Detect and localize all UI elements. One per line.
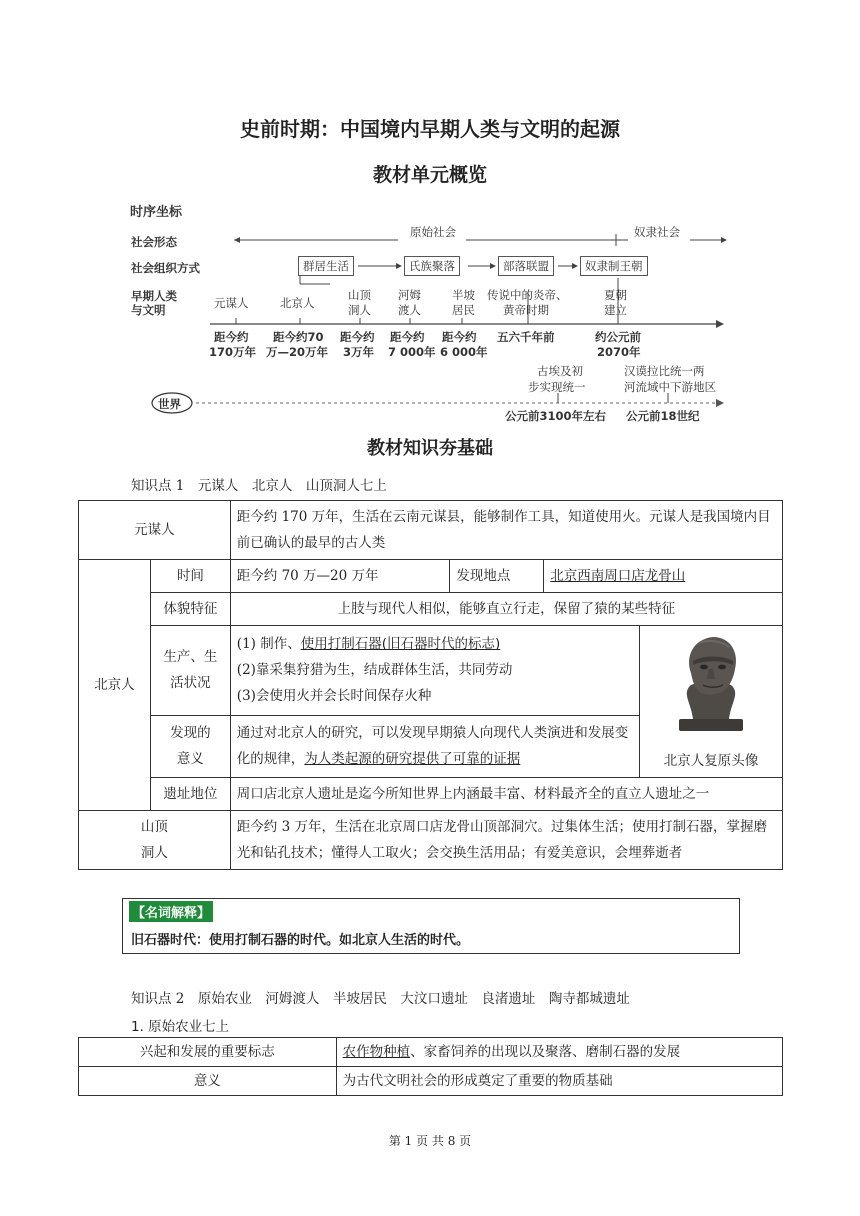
table-row (79, 593, 783, 626)
world-event-hammurabi-b: 河流域中下游地区 (624, 380, 716, 394)
world-event-egypt-a: 古埃及初 (537, 364, 583, 378)
place-value: 北京西南周口店龙骨山 (550, 568, 686, 584)
row-label-humans-b: 与文明 (131, 303, 166, 317)
agri-value-1a: 农作物种植 (342, 1044, 411, 1060)
shanding-label-b: 洞人 (140, 845, 168, 861)
kp1-table (78, 500, 783, 870)
noun-tag: 【名词解释】 (129, 901, 213, 922)
table-row (79, 1067, 783, 1096)
human-yuanmou: 元谋人 (214, 296, 249, 310)
world-date-1: 公元前3100年左右 (505, 409, 607, 423)
life-label-b: 活状况 (170, 675, 211, 692)
timeline-lines (0, 0, 860, 440)
human-beijing: 北京人 (280, 296, 315, 310)
kp2-subheading: 1. 原始农业七上 (131, 1019, 230, 1035)
status-value: 周口店北京人遗址是迄今所知世界上内涵最丰富、材料最齐全的直立人遗址之一 (230, 778, 782, 811)
kp2-table (78, 1037, 783, 1096)
row-label-social-form: 社会形态 (131, 235, 177, 249)
date-6: 五六千年前 (497, 330, 555, 344)
yuanmou-text: 距今约 170 万年，生活在云南元谋县，能够制作工具，知道使用火。元谋人是我国境内目前已确认的最早的古人类 (230, 501, 782, 560)
org-box-slave-dynasty: 奴隶制王朝 (580, 256, 648, 276)
section-heading-knowledge: 教材知识夯基础 (367, 438, 493, 459)
human-shanding-b: 洞人 (348, 303, 371, 317)
sig-text-a: 通过对北京人的研究，可以发现早期猿人向现代人类演进和发展变化的规律， (236, 725, 629, 768)
org-box-clan: 氏族聚落 (404, 256, 460, 276)
era-slave: 奴隶社会 (634, 225, 680, 239)
agri-label-1: 兴起和发展的重要标志 (79, 1038, 337, 1067)
table-row (79, 811, 783, 870)
date-1b: 170万年 (209, 345, 257, 359)
legend-yan-huang-a: 传说中的炎帝、 (487, 288, 568, 302)
world-date-2: 公元前18世纪 (626, 409, 700, 423)
bust-cell (640, 626, 783, 778)
shanding-label-a: 山顶 (140, 819, 168, 835)
human-banpo-b: 居民 (452, 303, 475, 317)
era-primitive: 原始社会 (410, 225, 456, 239)
time-label: 时间 (150, 560, 230, 593)
shanding-text: 距今约 3 万年，生活在北京周口店龙骨山顶部洞穴。过集体生活；使用打制石器，掌握磨光和钻孔技术；懂得人工取火；会交换生活用品；有爱美意识，会埋葬逝者 (230, 811, 782, 870)
legend-yan-huang-b: 黄帝时期 (503, 303, 549, 317)
date-3a: 距今约 (340, 330, 375, 344)
date-7b: 2070年 (597, 345, 641, 359)
table-row (79, 501, 783, 560)
kp1-heading: 知识点 1 元谋人 北京人 山顶洞人七上 (131, 478, 387, 494)
human-hemudu-b: 渡人 (398, 303, 421, 317)
world-label: 世界 (158, 397, 181, 411)
agri-value-2: 为古代文明社会的形成奠定了重要的物质基础 (336, 1067, 782, 1096)
bust-caption: 北京人复原头像 (663, 753, 759, 769)
date-7a: 约公元前 (595, 330, 641, 344)
kp2-heading: 知识点 2 原始农业 河姆渡人 半坡居民 大汶口遗址 良渚遗址 陶寺都城遗址 (131, 991, 630, 1007)
time-value: 距今约 70 万—20 万年 (230, 560, 450, 593)
sig-label-a: 发现的 (170, 725, 211, 742)
table-row (79, 778, 783, 811)
date-3b: 3万年 (343, 345, 375, 359)
xia-a: 夏朝 (604, 288, 627, 302)
timeline-heading: 时序坐标 (130, 205, 183, 220)
date-2b: 万—20万年 (266, 345, 329, 359)
sig-text-b: 为人类起源的研究提供了可靠的证据 (304, 751, 521, 768)
xia-b: 建立 (604, 303, 627, 317)
human-hemudu-a: 河姆 (398, 288, 421, 302)
world-event-egypt-b: 步实现统一 (528, 380, 586, 394)
body-value: 上肢与现代人相似，能够直立行走，保留了猿的某些特征 (230, 593, 782, 626)
sig-label-b: 意义 (176, 751, 204, 768)
human-banpo-a: 半坡 (452, 288, 475, 302)
section-heading-overview: 教材单元概览 (372, 164, 487, 186)
page-title: 史前时期：中国境内早期人类与文明的起源 (240, 117, 620, 141)
org-box-tribal-alliance: 部落联盟 (498, 256, 554, 276)
table-row (79, 1038, 783, 1067)
life-item-2: (2)靠采集狩猎为生，结成群体生活，共同劳动 (236, 662, 513, 679)
table-row (79, 626, 783, 716)
page-footer: 第 1 页 共 8 页 (388, 1134, 472, 1148)
date-2a: 距今约70 (273, 330, 324, 344)
beijing-label: 北京人 (79, 560, 151, 811)
life-item-1a: (1) 制作、 (236, 636, 301, 653)
life-item-1b: 使用打制石器(旧石器时代的标志) (300, 636, 501, 653)
noun-explanation-box (122, 898, 740, 954)
noun-text: 旧石器时代：使用打制石器的时代。如北京人生活的时代。 (131, 933, 470, 948)
table-row (79, 560, 783, 593)
body-label: 体貌特征 (150, 593, 230, 626)
peking-man-bust-image (663, 633, 759, 733)
date-4a: 距今约 (390, 330, 425, 344)
row-label-social-org: 社会组织方式 (131, 261, 200, 275)
row-label-humans-a: 早期人类 (131, 289, 177, 303)
agri-value-1b: 、家畜饲养的出现以及聚落、磨制石器的发展 (410, 1044, 681, 1060)
status-label: 遗址地位 (150, 778, 230, 811)
date-4b: 7 000年 (388, 345, 436, 359)
human-shanding-a: 山顶 (348, 288, 371, 302)
life-label-a: 生产、生 (163, 649, 218, 666)
yuanmou-label: 元谋人 (79, 501, 231, 560)
place-label: 发现地点 (450, 560, 544, 593)
life-item-3: (3)会使用火并会长时间保存火种 (236, 688, 432, 705)
date-5b: 6 000年 (440, 345, 488, 359)
agri-label-2: 意义 (79, 1067, 337, 1096)
world-event-hammurabi-a: 汉谟拉比统一两 (624, 364, 705, 378)
date-5a: 距今约 (442, 330, 477, 344)
date-1a: 距今约 (214, 330, 249, 344)
org-box-group-living: 群居生活 (298, 256, 354, 276)
